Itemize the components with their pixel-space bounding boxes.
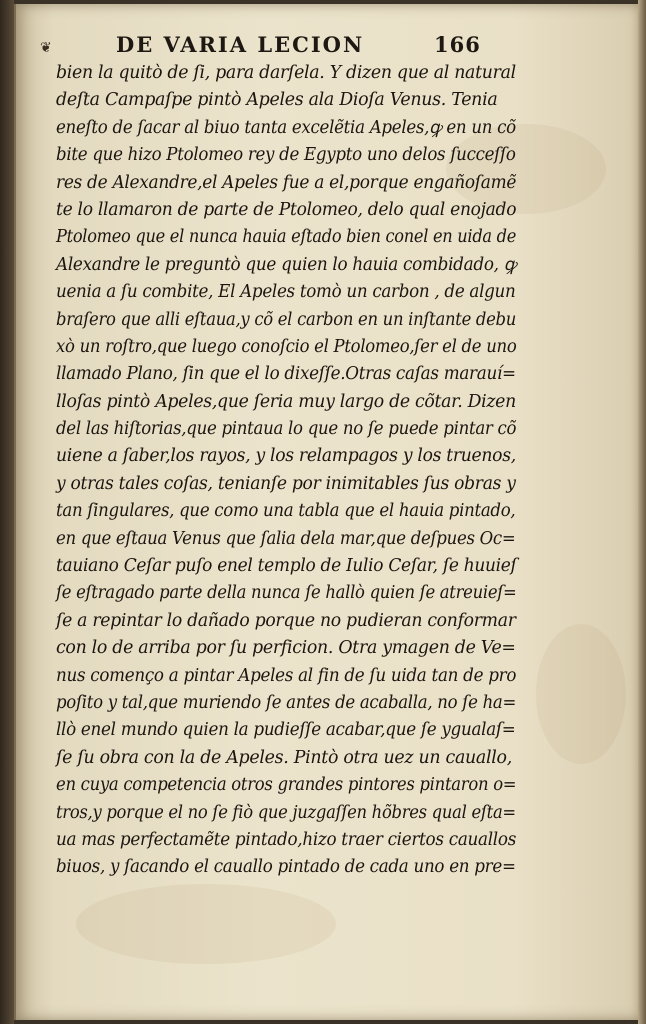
text-line: Alexandre le preguntò que quien lo hauia combidado, ꝙ xyxy=(56,254,517,275)
running-head: DE VARIA LECION xyxy=(116,32,365,57)
text-line: uiene a ſaber,los rayos, y los relampagos y los truenos, xyxy=(56,446,516,467)
text-line: y otras tales coſas, tenianſe por inimitables ſus obras y xyxy=(56,473,516,494)
text-line: te lo llamaron de parte de Ptolomeo, delo qual enojado xyxy=(56,199,517,220)
text-line: llamado Plano, ſin que el lo dixeſſe.Otras caſas marauí= xyxy=(56,364,516,385)
paper-stain xyxy=(536,624,626,764)
text-line: bien la quitò de ſi, para darſela. Y dizen que al natural xyxy=(56,63,516,83)
text-line: poſito y tal,que muriendo ſe antes de acaballa, no ſe ha= xyxy=(56,692,517,713)
text-line: ſe eſtragado parte della nunca ſe hallò quien ſe atreuieſ= xyxy=(56,583,517,604)
page-edge xyxy=(638,0,646,1024)
text-line: Ptolomeo que el nunca hauia eſtado bien conel en uida de xyxy=(56,227,517,248)
text-line: xò un roſtro,que luego conoſcio el Ptolomeo,ſer el de uno xyxy=(56,336,517,357)
text-line: en cuya competencia otros grandes pintores pintaron o= xyxy=(56,775,517,796)
text-line: llò enel mundo quien la pudieſſe acabar,que ſe ygualaſ= xyxy=(56,720,516,741)
body-text xyxy=(56,60,516,882)
text-line: bite que hizo Ptolomeo rey de Egypto uno delos ſucceſſo xyxy=(56,145,516,166)
text-line: res de Alexandre,el Apeles fue a el,porque engañoſamẽ xyxy=(56,172,517,193)
text-line: tan ſingulares, que como una tabla que el hauia pintado, xyxy=(56,501,516,522)
paper-stain xyxy=(76,884,336,964)
text-line: del las hiſtorias,que pintaua lo que no ſe puede pintar cõ xyxy=(56,419,517,440)
text-line: con lo de arriba por ſu perficion. Otra ymagen de Ve= xyxy=(56,638,516,659)
text-line: biuos, y ſacando el cauallo pintado de cada uno en pre= xyxy=(56,857,516,878)
text-line: uenia a ſu combite, El Apeles tomò un carbon , de algun xyxy=(56,282,516,303)
text-line: nus començo a pintar Apeles al fin de ſu uida tan de pro xyxy=(56,665,517,686)
text-line: ua mas perfectamẽte pintado,hizo traer ciertos cauallos xyxy=(56,829,517,850)
printer-mark: ❦ xyxy=(40,41,52,56)
text-line: tauiano Ceſar puſo enel templo de Iulio Ceſar, ſe huuieſ xyxy=(56,556,517,577)
text-line: ſe ſu obra con la de Apeles. Pintò otra uez un cauallo, xyxy=(56,747,512,768)
text-line: lloſas pintò Apeles,que ſeria muy largo de cõtar. Dizen xyxy=(56,391,516,412)
text-line: braſero que alli eſtaua,y cõ el carbon en un inſtante debu xyxy=(56,309,517,330)
page-header xyxy=(0,32,646,62)
text-line: ſe a repintar lo dañado porque no pudieran conformar xyxy=(56,610,516,631)
text-line: en que eſtaua Venus que ſalia dela mar,que deſpues Oc= xyxy=(56,528,516,549)
book-spine-shadow xyxy=(0,0,14,1024)
page-number: 166 xyxy=(434,32,481,57)
text-line: eneſto de ſacar al biuo tanta excelẽtia Apeles,ꝙ en un cõ xyxy=(56,117,516,138)
text-line: tros,y porque el no ſe fiò que juzgaſſen hõbres qual eſta= xyxy=(56,802,516,823)
text-line: deſta Campaſpe pintò Apeles ala Dioſa Venus. Tenia xyxy=(56,90,498,111)
